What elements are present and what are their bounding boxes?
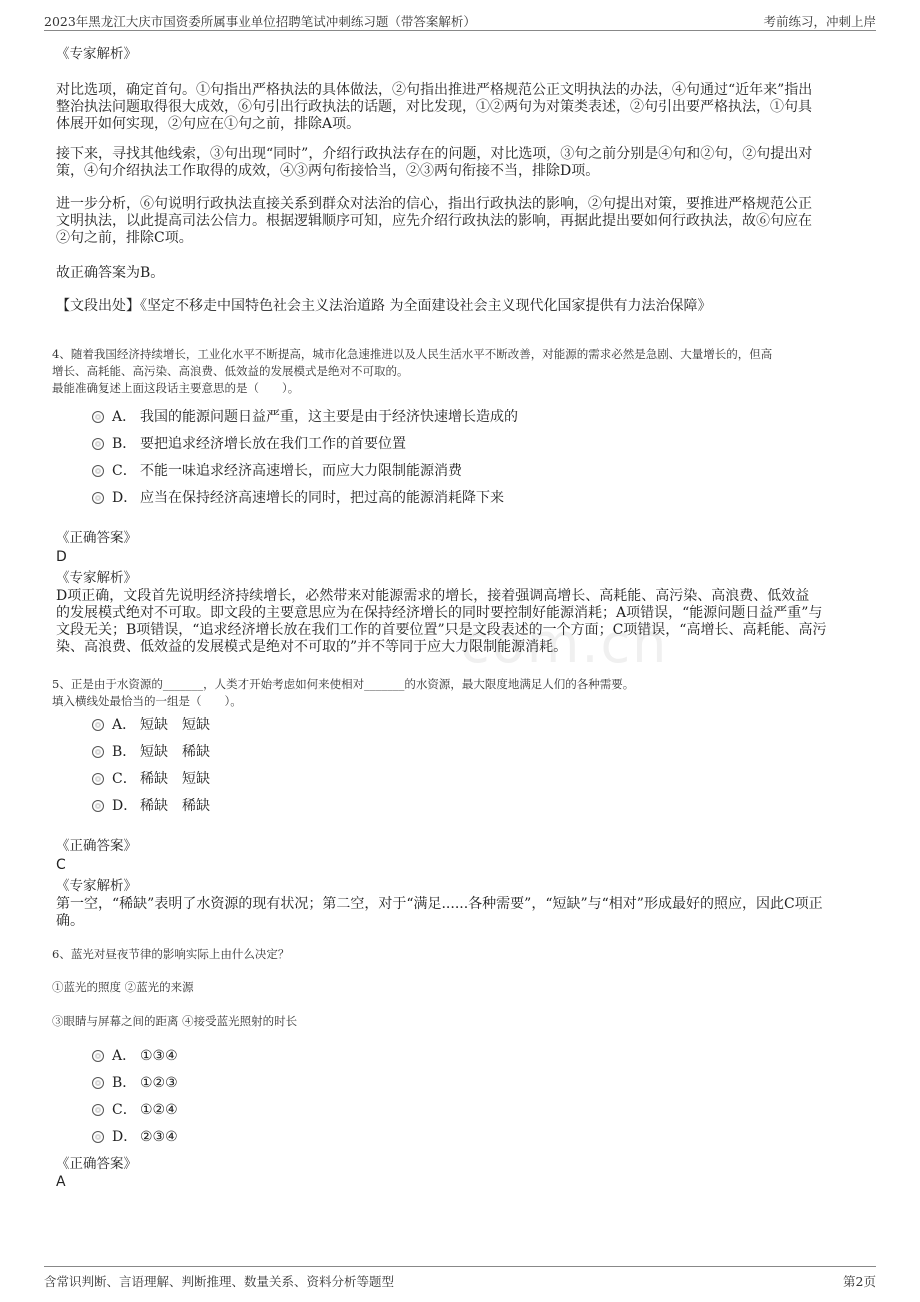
- option-letter: C．: [112, 771, 137, 787]
- option-text: 要把追求经济增长放在我们工作的首要位置: [140, 436, 406, 452]
- option-b[interactable]: [92, 1074, 178, 1092]
- option-text: 短缺 短缺: [140, 717, 210, 733]
- radio-icon[interactable]: [92, 438, 104, 450]
- option-letter: D．: [112, 490, 138, 506]
- source-citation: 【文段出处】《坚定不移走中国特色社会主义法治道路 为全面建设社会主义现代化国家提供有力法治保障》: [56, 298, 712, 314]
- option-letter: D．: [112, 1129, 138, 1145]
- question-stem: [52, 676, 872, 710]
- radio-icon[interactable]: [92, 746, 104, 758]
- text-line: 染、高浪费、低效益的发展模式是绝对不可取的”并不等同于应大力限制能源消耗。: [56, 639, 568, 655]
- option-text: 稀缺 短缺: [140, 771, 210, 787]
- text-line: D项正确，文段首先说明经济持续增长，必然带来对能源需求的增长，接着强调高增长、高耗能、高污染、高浪费、低效益: [56, 588, 810, 604]
- option-letter: C．: [112, 1102, 137, 1118]
- analysis-title: 《专家解析》: [56, 878, 137, 894]
- option-a[interactable]: [92, 716, 210, 734]
- text-line: 体展开如何实现，②句应在①句之前，排除A项。: [56, 116, 361, 132]
- page-header: [44, 10, 876, 31]
- text-line: 的发展模式绝对不可取。即文段的主要意思应为在保持经济增长的同时要控制好能源消耗；A项错误，“能源问题日益严重”与: [56, 605, 823, 621]
- text-line: ②句之前，排除C项。: [56, 230, 193, 246]
- option-letter: D．: [112, 798, 138, 814]
- page-footer: [44, 1266, 876, 1291]
- analysis-paragraph: [56, 588, 866, 656]
- option-c[interactable]: [92, 462, 462, 480]
- option-letter: A．: [112, 717, 137, 733]
- radio-icon[interactable]: [92, 1077, 104, 1089]
- question-stem: [52, 346, 872, 397]
- text-line: 策，④句介绍执法工作取得的成效，④③两句衔接恰当，②③两句衔接不当，排除D项。: [56, 163, 600, 179]
- option-text: 稀缺 稀缺: [140, 798, 210, 814]
- option-letter: C．: [112, 463, 137, 479]
- option-letter: A．: [112, 409, 137, 425]
- header-title: 2023年黑龙江大庆市国资委所属事业单位招聘笔试冲刺练习题（带答案解析）: [44, 14, 476, 29]
- option-d[interactable]: [92, 1128, 178, 1146]
- text-line: 文段无关；B项错误，“追求经济增长放在我们工作的首要位置”只是文段表述的一个方面；C项错误，“高增长、高耗能、高污: [56, 622, 827, 638]
- analysis-title: 《专家解析》: [56, 570, 137, 586]
- text-line: 确。: [56, 913, 84, 929]
- text-line: 填入横线处最恰当的一组是（ ）。: [52, 694, 242, 708]
- correct-answer: C: [56, 857, 66, 873]
- radio-icon[interactable]: [92, 465, 104, 477]
- page-number: 第2页: [843, 1274, 876, 1289]
- option-letter: A．: [112, 1048, 137, 1064]
- analysis-paragraph: [56, 82, 866, 133]
- analysis-paragraph: [56, 146, 866, 180]
- radio-icon[interactable]: [92, 1050, 104, 1062]
- radio-icon[interactable]: [92, 719, 104, 731]
- radio-icon[interactable]: [92, 1104, 104, 1116]
- question-statement: ①蓝光的照度 ②蓝光的来源: [52, 980, 194, 994]
- header-slogan: 考前练习，冲刺上岸: [763, 14, 876, 29]
- option-text: ①③④: [140, 1048, 178, 1064]
- text-line: 第一空，“稀缺”表明了水资源的现有状况；第二空，对于“满足......各种需要”，“短缺”与“相对”形成最好的照应，因此C项正: [56, 896, 823, 912]
- question-statement: ③眼睛与屏幕之间的距离 ④接受蓝光照射的时长: [52, 1014, 298, 1028]
- option-b[interactable]: [92, 743, 210, 761]
- option-d[interactable]: [92, 797, 210, 815]
- answer-title: 《正确答案》: [56, 530, 137, 546]
- answer-statement: 故正确答案为B。: [56, 265, 165, 281]
- radio-icon[interactable]: [92, 773, 104, 785]
- radio-icon[interactable]: [92, 1131, 104, 1143]
- footer-note: 含常识判断、言语理解、判断推理、数量关系、资料分析等题型: [44, 1274, 395, 1289]
- option-text: ②③④: [140, 1129, 178, 1145]
- correct-answer: A: [56, 1174, 66, 1190]
- option-text: 我国的能源问题日益严重，这主要是由于经济快速增长造成的: [140, 409, 518, 425]
- text-line: 接下来，寻找其他线索，③句出现“同时”，介绍行政执法存在的问题，对比选项，③句之前分别是④句和②句，②句提出对: [56, 146, 813, 162]
- correct-answer: D: [56, 549, 67, 565]
- question-stem: 6、蓝光对昼夜节律的影响实际上由什么决定？: [52, 947, 290, 961]
- answer-title: 《正确答案》: [56, 1156, 137, 1172]
- option-letter: B．: [112, 436, 137, 452]
- option-letter: B．: [112, 1075, 137, 1091]
- text-line: 文明执法，以此提高司法公信力。根据逻辑顺序可知，应先介绍行政执法的影响，再据此提出要如何行政执法，故⑥句应在: [56, 213, 812, 229]
- text-line: 增长、高耗能、高污染、高浪费、低效益的发展模式是绝对不可取的。: [52, 364, 409, 378]
- text-line: 对比选项，确定首句。①句指出严格执法的具体做法，②句指出推进严格规范公正文明执法的办法，④句通过“近年来”指出: [56, 82, 813, 98]
- text-line: 5、正是由于水资源的_______，人类才开始考虑如何来使相对_______的水资源，最大限度地满足人们的各种需要。: [52, 677, 635, 691]
- watermark: com.cn: [460, 612, 669, 675]
- option-c[interactable]: [92, 1101, 178, 1119]
- option-text: 应当在保持经济高速增长的同时，把过高的能源消耗降下来: [140, 490, 504, 506]
- text-line: 最能准确复述上面这段话主要意思的是（ ）。: [52, 381, 300, 395]
- option-text: ①②④: [140, 1102, 178, 1118]
- option-c[interactable]: [92, 770, 210, 788]
- option-b[interactable]: [92, 435, 406, 453]
- text-line: 进一步分析，⑥句说明行政执法直接关系到群众对法治的信心，指出行政执法的影响，②句提出对策，要推进严格规范公正: [56, 196, 812, 212]
- text-line: 整治执法问题取得很大成效，⑥句引出行政执法的话题，对比发现，①②两句为对策类表述，②句引出要严格执法，①句具: [56, 99, 812, 115]
- analysis-title: 《专家解析》: [56, 46, 137, 62]
- option-text: ①②③: [140, 1075, 178, 1091]
- text-line: 4、随着我国经济持续增长，工业化水平不断提高，城市化急速推进以及人民生活水平不断改善，对能源的需求必然是急剧、大量增长的，但高: [52, 347, 773, 361]
- option-text: 短缺 稀缺: [140, 744, 210, 760]
- answer-title: 《正确答案》: [56, 838, 137, 854]
- radio-icon[interactable]: [92, 800, 104, 812]
- radio-icon[interactable]: [92, 411, 104, 423]
- option-a[interactable]: [92, 1047, 178, 1065]
- option-a[interactable]: [92, 408, 518, 426]
- option-d[interactable]: [92, 489, 504, 507]
- analysis-paragraph: [56, 196, 866, 247]
- analysis-paragraph: [56, 896, 866, 930]
- option-letter: B．: [112, 744, 137, 760]
- option-text: 不能一味追求经济高速增长，而应大力限制能源消费: [140, 463, 462, 479]
- radio-icon[interactable]: [92, 492, 104, 504]
